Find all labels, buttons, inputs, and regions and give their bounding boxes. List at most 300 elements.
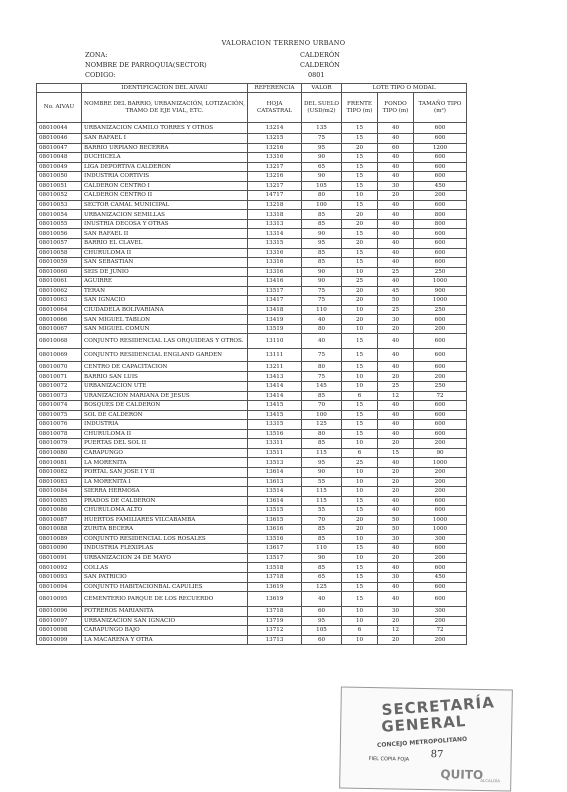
cell-nombre: SAN RAFAEL II bbox=[82, 229, 248, 239]
cell-hoja: 13415 bbox=[248, 410, 302, 420]
cell-fondo: 40 bbox=[378, 420, 414, 430]
table-row bbox=[37, 296, 467, 306]
cell-hoja: 13712 bbox=[248, 626, 302, 636]
cell-tamano: 600 bbox=[414, 496, 467, 506]
cell-tamano: 600 bbox=[414, 349, 467, 362]
cell-fondo: 40 bbox=[378, 239, 414, 249]
cell-nombre: INDUSTRIA CORTIVIS bbox=[82, 172, 248, 182]
cell-fondo: 40 bbox=[378, 200, 414, 210]
cell-nombre: PUERTAS DEL SOL II bbox=[82, 439, 248, 449]
cell-hoja: 13217 bbox=[248, 162, 302, 172]
cell-aivau: 08010055 bbox=[37, 219, 82, 229]
cell-tamano: 200 bbox=[414, 324, 467, 334]
cell-aivau: 08010050 bbox=[37, 172, 82, 182]
table-row bbox=[37, 477, 467, 487]
cell-hoja: 13514 bbox=[248, 487, 302, 497]
cell-nombre: CONJUNTO RESIDENCIAL LOS ROSALES bbox=[82, 534, 248, 544]
cell-tamano: 600 bbox=[414, 563, 467, 573]
table-row bbox=[37, 334, 467, 349]
cell-tamano: 1000 bbox=[414, 458, 467, 468]
cell-valor: 65 bbox=[302, 572, 342, 582]
cell-aivau: 08010073 bbox=[37, 391, 82, 401]
cell-frente: 15 bbox=[342, 258, 378, 268]
cell-frente: 15 bbox=[342, 362, 378, 372]
cell-valor: 80 bbox=[302, 429, 342, 439]
cell-tamano: 600 bbox=[414, 258, 467, 268]
cell-nombre: AGUIRRE bbox=[82, 277, 248, 287]
cell-fondo: 15 bbox=[378, 448, 414, 458]
cell-fondo: 30 bbox=[378, 181, 414, 191]
cell-hoja: 13511 bbox=[248, 448, 302, 458]
cell-nombre: URBANIZACION SAN IGNACIO bbox=[82, 616, 248, 626]
cell-nombre: CARAPUNGO BAJO bbox=[82, 626, 248, 636]
cell-nombre: CIUDADELA BOLIVARIANA bbox=[82, 305, 248, 315]
cell-nombre: SAN MIGUEL TABLON bbox=[82, 315, 248, 325]
cell-frente: 10 bbox=[342, 553, 378, 563]
cell-valor: 135 bbox=[302, 123, 342, 134]
cell-frente: 15 bbox=[342, 172, 378, 182]
cell-fondo: 50 bbox=[378, 296, 414, 306]
table-row bbox=[37, 410, 467, 420]
cell-fondo: 30 bbox=[378, 607, 414, 617]
cell-hoja: 13515 bbox=[248, 506, 302, 516]
cell-frente: 15 bbox=[342, 572, 378, 582]
cell-hoja: 13418 bbox=[248, 305, 302, 315]
cell-nombre: CEMENTERIO PARQUE DE LOS RECUERDO bbox=[82, 592, 248, 607]
cell-fondo: 40 bbox=[378, 219, 414, 229]
cell-frente: 15 bbox=[342, 496, 378, 506]
cell-nombre: CENTRO DE CAPACITACION bbox=[82, 362, 248, 372]
cell-valor: 110 bbox=[302, 305, 342, 315]
cell-hoja: 13314 bbox=[248, 229, 302, 239]
cell-fondo: 12 bbox=[378, 626, 414, 636]
table-row bbox=[37, 200, 467, 210]
cell-valor: 85 bbox=[302, 525, 342, 535]
cell-hoja: 13518 bbox=[248, 563, 302, 573]
cell-frente: 15 bbox=[342, 200, 378, 210]
table-row bbox=[37, 534, 467, 544]
cell-fondo: 40 bbox=[378, 123, 414, 134]
cell-frente: 15 bbox=[342, 153, 378, 163]
stamp-line3: CONCEJO METROPOLITANO bbox=[376, 735, 468, 750]
cell-tamano: 1000 bbox=[414, 296, 467, 306]
cell-nombre: SAN IGNACIO bbox=[82, 296, 248, 306]
codigo-label: CODIGO: bbox=[85, 71, 116, 79]
cell-frente: 15 bbox=[342, 162, 378, 172]
cell-nombre: CONJUNTO RESIDENCIAL ENGLAND GARDEN bbox=[82, 349, 248, 362]
cell-nombre: SIERRA HERMOSA bbox=[82, 487, 248, 497]
cell-fondo: 25 bbox=[378, 267, 414, 277]
cell-valor: 75 bbox=[302, 286, 342, 296]
cell-valor: 40 bbox=[302, 334, 342, 349]
cell-aivau: 08010083 bbox=[37, 477, 82, 487]
cell-valor: 85 bbox=[302, 439, 342, 449]
cell-frente: 15 bbox=[342, 401, 378, 411]
table-row bbox=[37, 635, 467, 645]
cell-valor: 60 bbox=[302, 635, 342, 645]
cell-valor: 95 bbox=[302, 239, 342, 249]
cell-hoja: 13718 bbox=[248, 572, 302, 582]
cell-tamano: 250 bbox=[414, 267, 467, 277]
cell-fondo: 30 bbox=[378, 572, 414, 582]
cell-aivau: 08010081 bbox=[37, 458, 82, 468]
cell-tamano: 600 bbox=[414, 410, 467, 420]
cell-aivau: 08010047 bbox=[37, 143, 82, 153]
table-row bbox=[37, 401, 467, 411]
table-row bbox=[37, 143, 467, 153]
cell-valor: 100 bbox=[302, 410, 342, 420]
table-row bbox=[37, 349, 467, 362]
cell-frente: 6 bbox=[342, 626, 378, 636]
cell-frente: 15 bbox=[342, 420, 378, 430]
cell-hoja: 13419 bbox=[248, 315, 302, 325]
group-header-lote: LOTE TIPO O MODAL bbox=[342, 84, 467, 93]
stamp-folio-label: FIEL COPIA FOJA bbox=[368, 756, 410, 763]
col-header-frente: FRENTE TIPO (m) bbox=[342, 93, 378, 123]
table-row bbox=[37, 382, 467, 392]
cell-hoja: 13719 bbox=[248, 616, 302, 626]
cell-fondo: 20 bbox=[378, 372, 414, 382]
cell-tamano: 600 bbox=[414, 401, 467, 411]
cell-valor: 115 bbox=[302, 496, 342, 506]
cell-frente: 25 bbox=[342, 277, 378, 287]
cell-nombre: CALDERON CENTRO II bbox=[82, 191, 248, 201]
table-row bbox=[37, 448, 467, 458]
cell-frente: 10 bbox=[342, 267, 378, 277]
cell-aivau: 08010087 bbox=[37, 515, 82, 525]
cell-tamano: 200 bbox=[414, 553, 467, 563]
cell-frente: 20 bbox=[342, 286, 378, 296]
cell-hoja: 13718 bbox=[248, 607, 302, 617]
cell-hoja: 13615 bbox=[248, 515, 302, 525]
cell-fondo: 40 bbox=[378, 172, 414, 182]
cell-fondo: 40 bbox=[378, 429, 414, 439]
cell-tamano: 200 bbox=[414, 372, 467, 382]
cell-hoja: 13111 bbox=[248, 349, 302, 362]
cell-fondo: 45 bbox=[378, 286, 414, 296]
cell-valor: 85 bbox=[302, 563, 342, 573]
cell-tamano: 600 bbox=[414, 429, 467, 439]
cell-tamano: 1000 bbox=[414, 525, 467, 535]
cell-aivau: 08010051 bbox=[37, 181, 82, 191]
cell-nombre: CONJUNTO RESIDENCIAL LAS ORQUIDEAS Y OTROS. bbox=[82, 334, 248, 349]
cell-fondo: 12 bbox=[378, 391, 414, 401]
cell-frente: 10 bbox=[342, 467, 378, 477]
cell-fondo: 25 bbox=[378, 382, 414, 392]
stamp-line2: GENERAL bbox=[380, 712, 467, 736]
cell-hoja: 13216 bbox=[248, 143, 302, 153]
cell-valor: 115 bbox=[302, 487, 342, 497]
cell-tamano: 800 bbox=[414, 210, 467, 220]
col-header-tamano: TAMAÑO TIPO (m²) bbox=[414, 93, 467, 123]
table-row bbox=[37, 210, 467, 220]
cell-valor: 125 bbox=[302, 420, 342, 430]
cell-tamano: 450 bbox=[414, 181, 467, 191]
cell-frente: 10 bbox=[342, 616, 378, 626]
cell-nombre: COLLAS bbox=[82, 563, 248, 573]
table-row bbox=[37, 563, 467, 573]
cell-tamano: 600 bbox=[414, 229, 467, 239]
cell-hoja: 13713 bbox=[248, 635, 302, 645]
cell-frente: 10 bbox=[342, 439, 378, 449]
cell-valor: 85 bbox=[302, 219, 342, 229]
cell-hoja: 13216 bbox=[248, 172, 302, 182]
cell-valor: 95 bbox=[302, 458, 342, 468]
table-row bbox=[37, 286, 467, 296]
table-row bbox=[37, 626, 467, 636]
cell-fondo: 20 bbox=[378, 553, 414, 563]
cell-nombre: SOL DE CALDERON bbox=[82, 410, 248, 420]
cell-frente: 6 bbox=[342, 448, 378, 458]
cell-aivau: 08010053 bbox=[37, 200, 82, 210]
cell-fondo: 20 bbox=[378, 324, 414, 334]
cell-frente: 10 bbox=[342, 607, 378, 617]
cell-fondo: 25 bbox=[378, 305, 414, 315]
cell-frente: 20 bbox=[342, 239, 378, 249]
table-row bbox=[37, 391, 467, 401]
cell-aivau: 08010048 bbox=[37, 153, 82, 163]
table-row bbox=[37, 219, 467, 229]
cell-tamano: 600 bbox=[414, 420, 467, 430]
cell-frente: 10 bbox=[342, 534, 378, 544]
cell-aivau: 08010071 bbox=[37, 372, 82, 382]
cell-aivau: 08010079 bbox=[37, 439, 82, 449]
cell-hoja: 13617 bbox=[248, 544, 302, 554]
cell-fondo: 40 bbox=[378, 410, 414, 420]
cell-frente: 15 bbox=[342, 229, 378, 239]
cell-hoja: 13211 bbox=[248, 362, 302, 372]
table-row bbox=[37, 467, 467, 477]
cell-aivau: 08010078 bbox=[37, 429, 82, 439]
cell-nombre: INUSTRIA DECOSA Y OTRAS bbox=[82, 219, 248, 229]
cell-tamano: 600 bbox=[414, 248, 467, 258]
group-header-ref: REFERENCIA bbox=[248, 84, 302, 93]
cell-valor: 80 bbox=[302, 362, 342, 372]
cell-hoja: 13516 bbox=[248, 534, 302, 544]
table-row bbox=[37, 458, 467, 468]
cell-valor: 75 bbox=[302, 349, 342, 362]
cell-nombre: URBANIZACION 24 DE MAYO bbox=[82, 553, 248, 563]
cell-frente: 10 bbox=[342, 191, 378, 201]
cell-valor: 115 bbox=[302, 448, 342, 458]
cell-fondo: 40 bbox=[378, 134, 414, 144]
cell-fondo: 40 bbox=[378, 496, 414, 506]
cell-fondo: 40 bbox=[378, 582, 414, 592]
cell-aivau: 08010049 bbox=[37, 162, 82, 172]
cell-hoja: 13416 bbox=[248, 277, 302, 287]
cell-nombre: LA MACARENA Y OTRA bbox=[82, 635, 248, 645]
cell-tamano: 600 bbox=[414, 544, 467, 554]
cell-frente: 20 bbox=[342, 219, 378, 229]
cell-valor: 85 bbox=[302, 248, 342, 258]
cell-tamano: 600 bbox=[414, 315, 467, 325]
cell-tamano: 600 bbox=[414, 239, 467, 249]
cell-hoja: 14717 bbox=[248, 191, 302, 201]
cell-tamano: 200 bbox=[414, 635, 467, 645]
cell-aivau: 08010099 bbox=[37, 635, 82, 645]
cell-nombre: BARRIO URPIANO BECERRA bbox=[82, 143, 248, 153]
table-row bbox=[37, 515, 467, 525]
cell-fondo: 40 bbox=[378, 277, 414, 287]
cell-frente: 15 bbox=[342, 334, 378, 349]
cell-hoja: 13517 bbox=[248, 553, 302, 563]
cell-fondo: 40 bbox=[378, 153, 414, 163]
cell-valor: 90 bbox=[302, 267, 342, 277]
cell-tamano: 250 bbox=[414, 305, 467, 315]
cell-hoja: 13516 bbox=[248, 429, 302, 439]
cell-nombre: CHURULOMA II bbox=[82, 429, 248, 439]
cell-valor: 65 bbox=[302, 162, 342, 172]
col-header-spacer bbox=[37, 84, 82, 93]
cell-nombre: LA MORENITA I bbox=[82, 477, 248, 487]
cell-hoja: 13415 bbox=[248, 401, 302, 411]
cell-tamano: 600 bbox=[414, 506, 467, 516]
cell-nombre: SAN SEBASTIAN bbox=[82, 258, 248, 268]
cell-aivau: 08010044 bbox=[37, 123, 82, 134]
cell-valor: 85 bbox=[302, 391, 342, 401]
cell-hoja: 13316 bbox=[248, 258, 302, 268]
cell-frente: 20 bbox=[342, 296, 378, 306]
cell-nombre: PRADOS DE CALDERON bbox=[82, 496, 248, 506]
cell-fondo: 40 bbox=[378, 563, 414, 573]
table-row bbox=[37, 592, 467, 607]
cell-frente: 15 bbox=[342, 429, 378, 439]
cell-hoja: 13519 bbox=[248, 324, 302, 334]
cell-frente: 15 bbox=[342, 544, 378, 554]
cell-hoja: 13313 bbox=[248, 219, 302, 229]
col-header-fondo: FONDO TIPO (m) bbox=[378, 93, 414, 123]
table-row bbox=[37, 544, 467, 554]
table-row bbox=[37, 181, 467, 191]
cell-nombre: SAN MIGUEL COMUN bbox=[82, 324, 248, 334]
cell-frente: 20 bbox=[342, 210, 378, 220]
group-header-valor: VALOR bbox=[302, 84, 342, 93]
cell-fondo: 20 bbox=[378, 191, 414, 201]
cell-frente: 20 bbox=[342, 515, 378, 525]
cell-valor: 40 bbox=[302, 315, 342, 325]
cell-frente: 10 bbox=[342, 635, 378, 645]
cell-tamano: 200 bbox=[414, 487, 467, 497]
table-row bbox=[37, 153, 467, 163]
cell-aivau: 08010091 bbox=[37, 553, 82, 563]
cell-valor: 70 bbox=[302, 515, 342, 525]
cell-aivau: 08010046 bbox=[37, 134, 82, 144]
cell-hoja: 13311 bbox=[248, 439, 302, 449]
table-row bbox=[37, 248, 467, 258]
cell-frente: 15 bbox=[342, 181, 378, 191]
table-row bbox=[37, 134, 467, 144]
cell-aivau: 08010058 bbox=[37, 248, 82, 258]
cell-frente: 15 bbox=[342, 410, 378, 420]
cell-aivau: 08010054 bbox=[37, 210, 82, 220]
cell-fondo: 40 bbox=[378, 229, 414, 239]
cell-aivau: 08010094 bbox=[37, 582, 82, 592]
cell-valor: 90 bbox=[302, 467, 342, 477]
cell-tamano: 600 bbox=[414, 123, 467, 134]
cell-valor: 95 bbox=[302, 616, 342, 626]
cell-tamano: 600 bbox=[414, 362, 467, 372]
cell-nombre: BARRIO SAN LUIS bbox=[82, 372, 248, 382]
cell-valor: 145 bbox=[302, 382, 342, 392]
table-row bbox=[37, 572, 467, 582]
cell-valor: 75 bbox=[302, 296, 342, 306]
cell-tamano: 450 bbox=[414, 572, 467, 582]
cell-frente: 15 bbox=[342, 134, 378, 144]
cell-valor: 105 bbox=[302, 626, 342, 636]
cell-fondo: 40 bbox=[378, 401, 414, 411]
stamp-folio-number: 87 bbox=[430, 749, 444, 761]
cell-aivau: 08010066 bbox=[37, 315, 82, 325]
cell-fondo: 40 bbox=[378, 362, 414, 372]
quito-logo: QUITO bbox=[440, 767, 484, 783]
cell-hoja: 13613 bbox=[248, 477, 302, 487]
col-header-hoja: HOJA CATASTRAL bbox=[248, 93, 302, 123]
cell-valor: 85 bbox=[302, 210, 342, 220]
cell-aivau: 08010086 bbox=[37, 506, 82, 516]
cell-tamano: 200 bbox=[414, 439, 467, 449]
cell-valor: 40 bbox=[302, 592, 342, 607]
cell-nombre: SECTOR CAMAL MUNICIPAL bbox=[82, 200, 248, 210]
table-row bbox=[37, 420, 467, 430]
table-row bbox=[37, 267, 467, 277]
cell-hoja: 13614 bbox=[248, 467, 302, 477]
cell-tamano: 600 bbox=[414, 200, 467, 210]
cell-aivau: 08010056 bbox=[37, 229, 82, 239]
table-row bbox=[37, 324, 467, 334]
cell-frente: 6 bbox=[342, 391, 378, 401]
table-row bbox=[37, 362, 467, 372]
cell-hoja: 13616 bbox=[248, 525, 302, 535]
table-row bbox=[37, 162, 467, 172]
cell-nombre: URBANIZACION UTE bbox=[82, 382, 248, 392]
group-header-ident: IDENTIFICACION DEL AIVAU bbox=[82, 84, 248, 93]
table-row bbox=[37, 487, 467, 497]
cell-aivau: 08010061 bbox=[37, 277, 82, 287]
cell-hoja: 13214 bbox=[248, 123, 302, 134]
cell-nombre: LIGA DEPORTIVA CALDERON bbox=[82, 162, 248, 172]
cell-frente: 20 bbox=[342, 315, 378, 325]
cell-hoja: 13315 bbox=[248, 239, 302, 249]
cell-fondo: 50 bbox=[378, 515, 414, 525]
parroquia-value: CALDERÓN bbox=[300, 61, 340, 69]
cell-nombre: INDUSTRIA bbox=[82, 420, 248, 430]
cell-fondo: 20 bbox=[378, 477, 414, 487]
cell-hoja: 13318 bbox=[248, 210, 302, 220]
cell-hoja: 13217 bbox=[248, 181, 302, 191]
cell-frente: 10 bbox=[342, 382, 378, 392]
parroquia-label: NOMBRE DE PARROQUIA(SECTOR) bbox=[85, 61, 207, 69]
cell-hoja: 13619 bbox=[248, 592, 302, 607]
col-header-no: No. AIVAU bbox=[37, 93, 82, 123]
cell-tamano: 600 bbox=[414, 134, 467, 144]
table-row bbox=[37, 525, 467, 535]
cell-hoja: 13316 bbox=[248, 267, 302, 277]
cell-frente: 20 bbox=[342, 525, 378, 535]
cell-valor: 75 bbox=[302, 372, 342, 382]
cell-nombre: BOSQUES DE CALDERON bbox=[82, 401, 248, 411]
cell-tamano: 90 bbox=[414, 448, 467, 458]
cell-nombre: URANIZACION MARIANA DE JESUS bbox=[82, 391, 248, 401]
cell-valor: 100 bbox=[302, 200, 342, 210]
cell-nombre: INDUSTRIA FLEXIPLAS bbox=[82, 544, 248, 554]
codigo-value: 0801 bbox=[308, 71, 325, 79]
cell-nombre: SAN PATRICIO bbox=[82, 572, 248, 582]
cell-tamano: 300 bbox=[414, 607, 467, 617]
cell-aivau: 08010080 bbox=[37, 448, 82, 458]
cell-tamano: 600 bbox=[414, 172, 467, 182]
cell-nombre: CHURULOMA ALTO bbox=[82, 506, 248, 516]
cell-nombre: POTREROS MARIANITA bbox=[82, 607, 248, 617]
